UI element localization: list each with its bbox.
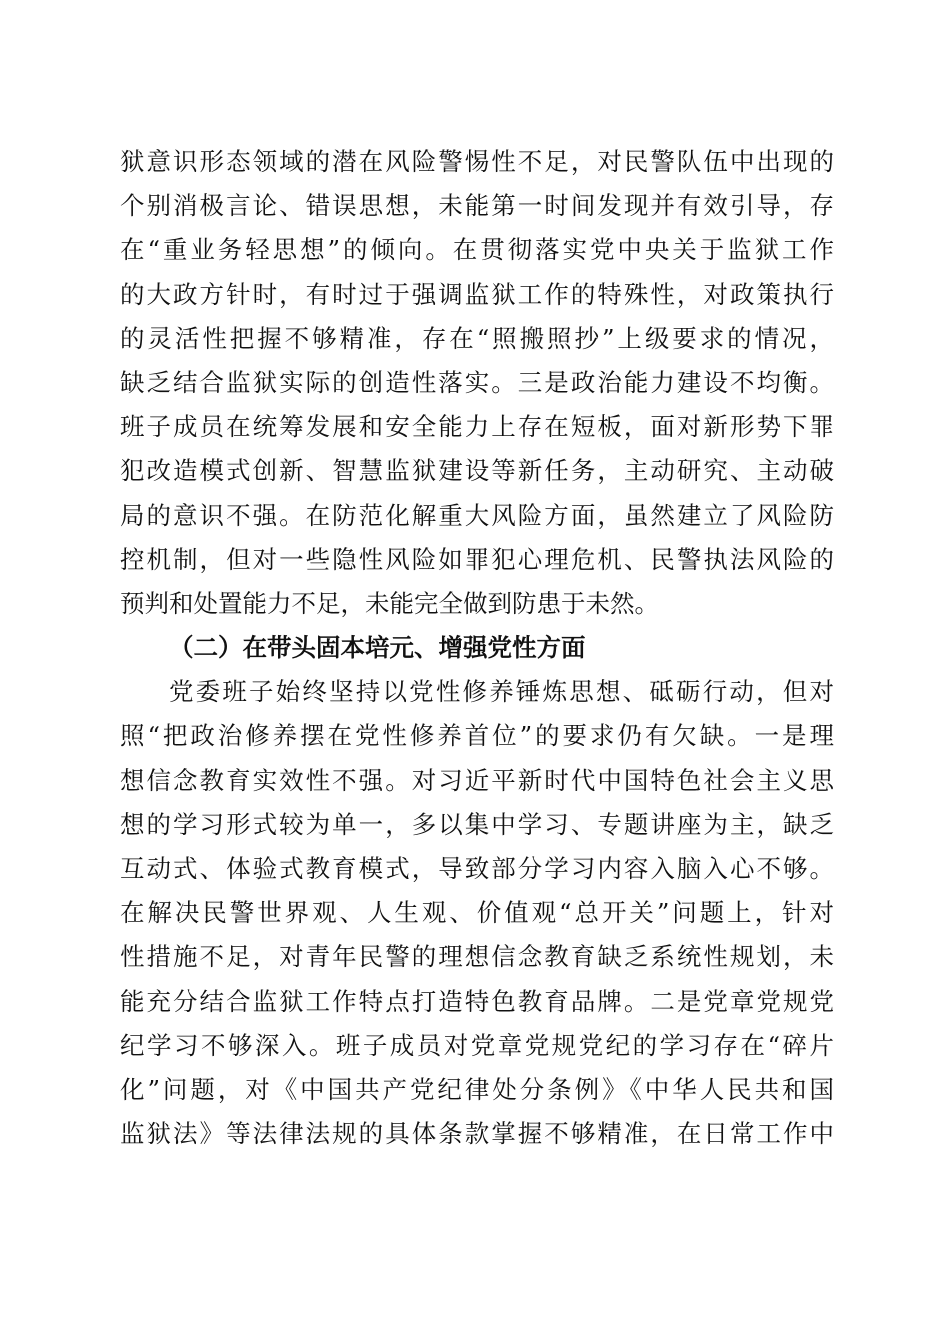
text-line: 班子成员在统筹发展和安全能力上存在短板，面对新形势下罪 xyxy=(120,412,834,442)
text-line: 在解决民警世界观、人生观、价值观“总开关”问题上，针对 xyxy=(120,898,834,928)
text-line: 化”问题，对《中国共产党纪律处分条例》《中华人民共和国 xyxy=(120,1074,834,1104)
paragraph-2 xyxy=(120,670,834,1156)
text-line: 想信念教育实效性不强。对习近平新时代中国特色社会主义思 xyxy=(120,765,834,795)
text-line: 能充分结合监狱工作特点打造特色教育品牌。二是党章党规党 xyxy=(120,986,834,1016)
text-line: 的灵活性把握不够精准，存在“照搬照抄”上级要求的情况， xyxy=(120,323,834,353)
text-line: 个别消极言论、错误思想，未能第一时间发现并有效引导，存 xyxy=(120,191,834,221)
text-line: 监狱法》等法律法规的具体条款掌握不够精准，在日常工作中 xyxy=(120,1119,834,1149)
text-line: 纪学习不够深入。班子成员对党章党规党纪的学习存在“碎片 xyxy=(120,1030,834,1060)
text-line: 想的学习形式较为单一，多以集中学习、专题讲座为主，缺乏 xyxy=(120,809,834,839)
text-line: 狱意识形态领域的潜在风险警惕性不足，对民警队伍中出现的 xyxy=(120,147,834,176)
text-line: 照“把政治修养摆在党性修养首位”的要求仍有欠缺。一是理 xyxy=(120,721,834,751)
text-line: 局的意识不强。在防范化解重大风险方面，虽然建立了风险防 xyxy=(120,500,834,530)
section-heading: （二）在带头固本培元、增强党性方面 xyxy=(169,633,586,663)
paragraph-1 xyxy=(120,140,834,626)
text-line: 缺乏结合监狱实际的创造性落实。三是政治能力建设不均衡。 xyxy=(120,367,834,397)
document-body xyxy=(120,140,834,1156)
text-line: 控机制，但对一些隐性风险如罪犯心理危机、民警执法风险的 xyxy=(120,544,834,574)
text-line: 预判和处置能力不足，未能完全做到防患于未然。 xyxy=(120,588,659,618)
text-line: 互动式、体验式教育模式，导致部分学习内容入脑入心不够。 xyxy=(120,854,834,883)
text-line: 的大政方针时，有时过于强调监狱工作的特殊性，对政策执行 xyxy=(120,279,834,309)
text-line: 党委班子始终坚持以党性修养锤炼思想、砥砺行动，但对 xyxy=(169,677,834,707)
text-line: 性措施不足，对青年民警的理想信念教育缺乏系统性规划，未 xyxy=(120,942,834,972)
text-line: 在“重业务轻思想”的倾向。在贯彻落实党中央关于监狱工作 xyxy=(120,235,834,265)
text-line: 犯改造模式创新、智慧监狱建设等新任务，主动研究、主动破 xyxy=(120,456,834,486)
